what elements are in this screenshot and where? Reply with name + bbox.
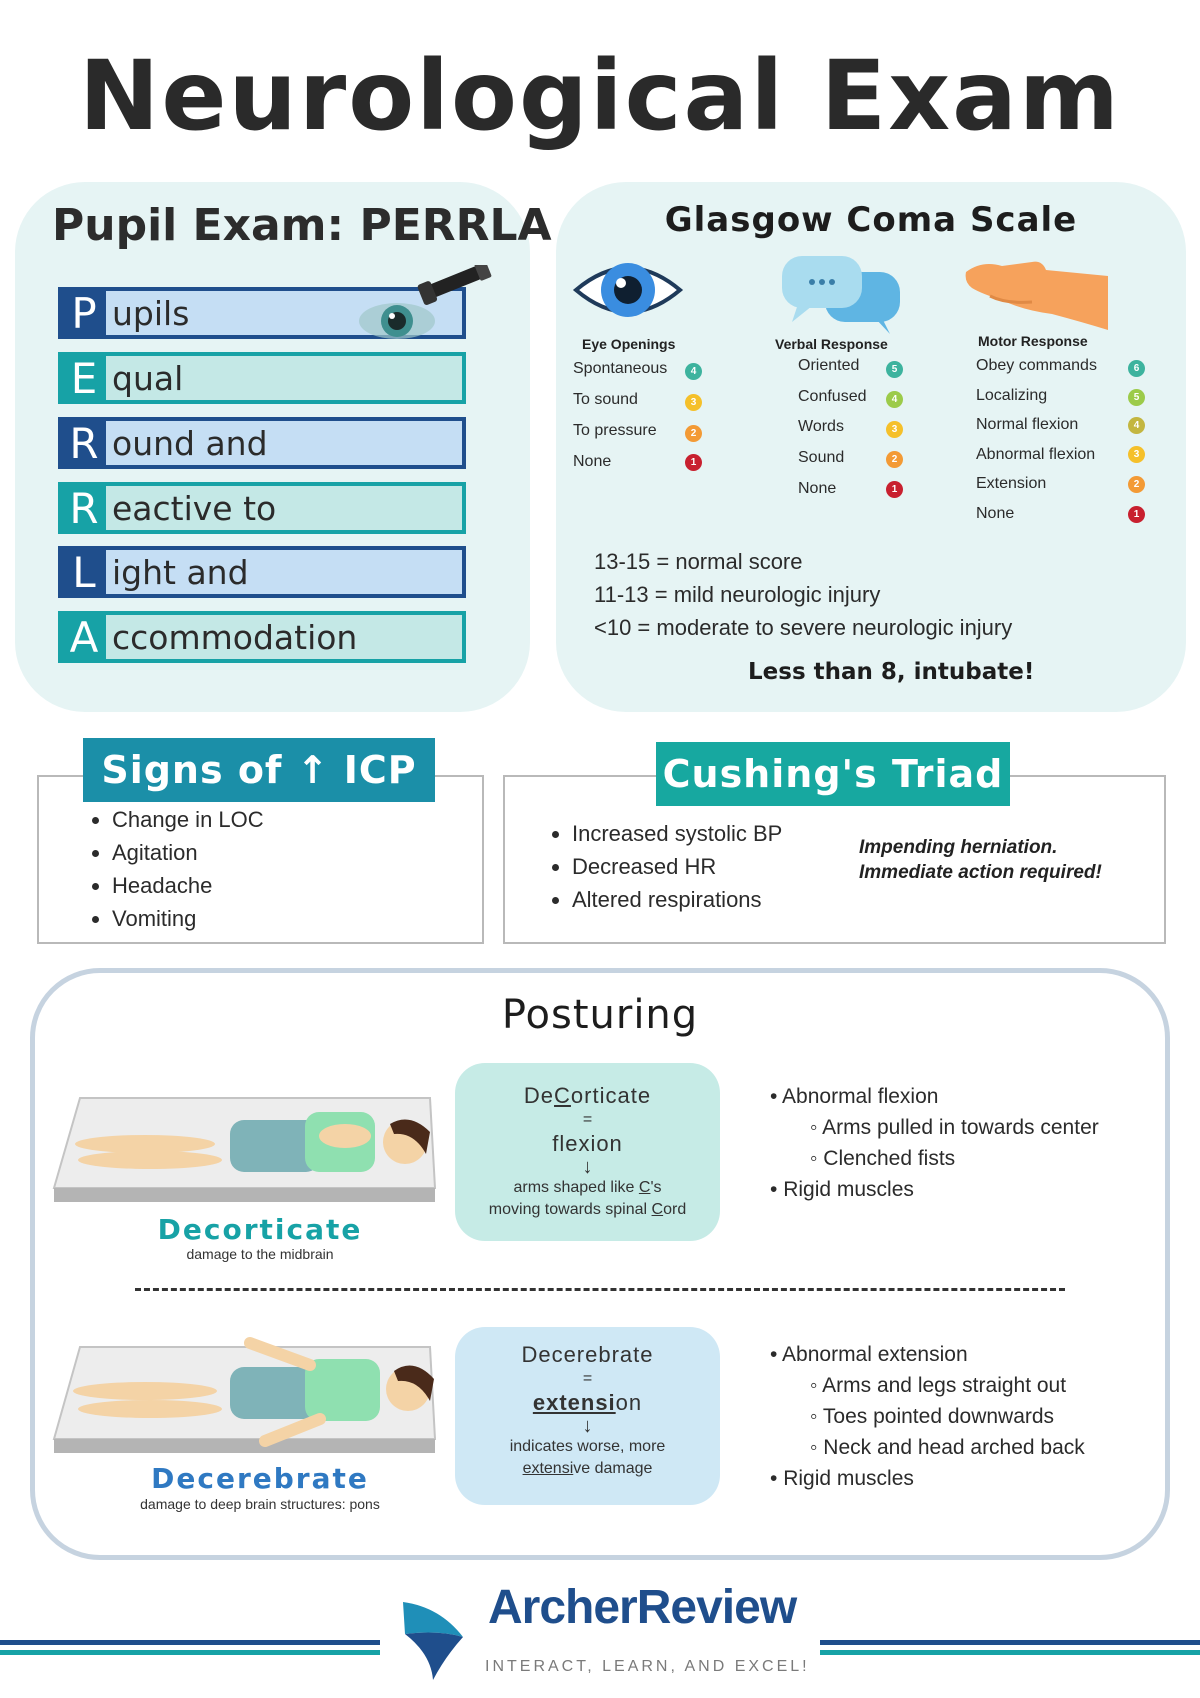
perrla-row — [58, 482, 466, 534]
eye-flashlight-icon — [355, 265, 505, 345]
list-item-text: Clenched fists — [823, 1147, 956, 1170]
score-badge: 1 — [1128, 506, 1145, 523]
list-item-text: Arms pulled in towards center — [822, 1116, 1099, 1139]
bubble-word — [455, 1390, 720, 1416]
list-item: ◦ Clenched fists — [810, 1147, 956, 1170]
list-item: ◦ Arms pulled in towards center — [810, 1116, 1099, 1139]
list-item: • Agitation — [112, 836, 264, 869]
list-item-text: Neck and head arched back — [823, 1436, 1085, 1459]
chat-bubbles-icon — [780, 250, 905, 335]
score-badge: 6 — [1128, 360, 1145, 377]
score-badge: 2 — [886, 451, 903, 468]
archer-logo-icon — [395, 1582, 475, 1682]
bubble-title-part: orticate — [570, 1083, 652, 1108]
bubble-title-part: De — [523, 1083, 555, 1108]
score-badge: 3 — [886, 421, 903, 438]
eye-icon — [572, 252, 684, 328]
bubble-note-part: ord — [663, 1201, 687, 1218]
footer-rule — [820, 1650, 1200, 1655]
list-item: • Increased systolic BP — [572, 817, 782, 850]
eye-openings-label: Eye Openings — [582, 336, 676, 352]
herniation-line: Immediate action required! — [859, 862, 1102, 883]
score-badge: 1 — [886, 481, 903, 498]
list-item: • Abnormal flexion — [770, 1085, 939, 1108]
gcs-eye-item: To sound — [573, 391, 638, 408]
herniation-note — [859, 835, 1102, 885]
perrla-letter: R — [62, 421, 106, 465]
bubble-title: Decerebrate — [521, 1342, 654, 1367]
footer-rule — [820, 1640, 1200, 1645]
perrla-letter: R — [62, 486, 106, 530]
gcs-verbal-item: Words — [798, 418, 844, 435]
list-item: • Abnormal extension — [770, 1343, 968, 1366]
gcs-eye-item: Spontaneous — [573, 360, 668, 377]
perrla-letter: P — [62, 291, 106, 335]
decorticate-list — [770, 1081, 1099, 1205]
divider — [135, 1288, 1065, 1291]
bubble-equals: = — [582, 1370, 593, 1387]
decorticate-figure-icon — [50, 1092, 440, 1208]
list-item: • Altered respirations — [572, 883, 782, 916]
decerebrate-list — [770, 1339, 1085, 1494]
icp-list — [82, 803, 264, 935]
score-badge: 2 — [685, 425, 702, 442]
list-item-text: Arms and legs straight out — [822, 1374, 1067, 1397]
gcs-eye-item: None — [573, 453, 612, 470]
footer-rule — [0, 1650, 380, 1655]
perrla-word: ccommodation — [112, 617, 358, 657]
score-badge: 1 — [685, 454, 702, 471]
gcs-motor-item: Abnormal flexion — [976, 446, 1096, 463]
gcs-verbal-item: Sound — [798, 449, 845, 466]
gcs-motor-item: Normal flexion — [976, 416, 1079, 433]
pupil-exam-heading: Pupil Exam: PERRLA — [52, 200, 552, 251]
down-arrow-icon: ↓ — [582, 1156, 593, 1178]
score-badge: 4 — [1128, 417, 1145, 434]
perrla-row — [58, 352, 466, 404]
perrla-word: eactive to — [112, 488, 277, 528]
gcs-verbal-item: None — [798, 480, 837, 497]
bubble-note-part: arms shaped like — [513, 1179, 639, 1196]
list-item: • Change in LOC — [112, 803, 264, 836]
perrla-word: upils — [112, 293, 190, 333]
hand-icon — [962, 252, 1112, 332]
footer-rule — [0, 1640, 380, 1645]
intubate-note: Less than 8, intubate! — [748, 659, 1035, 685]
icp-tab-prefix: Signs of — [101, 748, 283, 792]
gcs-score-range: <10 = moderate to severe neurologic injury — [594, 615, 1013, 640]
score-badge: 5 — [886, 361, 903, 378]
bubble-word: flexion — [552, 1131, 623, 1156]
list-item: • Rigid muscles — [770, 1178, 914, 1201]
perrla-row — [58, 611, 466, 663]
score-badge: 3 — [1128, 446, 1145, 463]
icp-tab — [83, 738, 435, 802]
bubble-note-part: ve damage — [573, 1460, 653, 1477]
bubble-note: indicates worse, more — [509, 1438, 666, 1455]
perrla-word: ound and — [112, 423, 268, 463]
score-badge: 2 — [1128, 476, 1145, 493]
gcs-verbal-item: Confused — [798, 388, 867, 405]
score-badge: 4 — [685, 363, 702, 380]
bubble-note — [455, 1458, 720, 1480]
gcs-verbal-item: Oriented — [798, 357, 860, 374]
score-badge: 4 — [886, 391, 903, 408]
perrla-letter: A — [62, 615, 106, 659]
verbal-response-label: Verbal Response — [775, 336, 888, 352]
decorticate-caption-sub: damage to the midbrain — [186, 1246, 334, 1262]
bubble-note-part: C — [638, 1179, 651, 1196]
bubble-note-part: 's — [650, 1179, 662, 1196]
bubble-equals: = — [582, 1111, 593, 1128]
bubble-note-part: moving towards spinal — [488, 1201, 652, 1218]
perrla-row — [58, 546, 466, 598]
decorticate-caption: Decorticate — [157, 1213, 363, 1246]
list-item-text: Rigid muscles — [783, 1178, 914, 1201]
list-item: • Decreased HR — [572, 850, 782, 883]
up-arrow-icon: ↑ — [296, 748, 330, 792]
bubble-title-part: C — [554, 1083, 571, 1108]
bubble-note-part: extensi — [522, 1460, 574, 1477]
perrla-letter: L — [62, 550, 106, 594]
list-item-text: Rigid muscles — [783, 1467, 914, 1490]
gcs-motor-item: None — [976, 505, 1015, 522]
perrla-word: ight and — [112, 552, 249, 592]
perrla-row — [58, 417, 466, 469]
brand-tagline: INTERACT, LEARN, AND EXCEL! — [485, 1658, 810, 1675]
bubble-note — [455, 1199, 720, 1221]
decerebrate-caption: Decerebrate — [151, 1462, 369, 1495]
score-badge: 5 — [1128, 389, 1145, 406]
brand-name: ArcherReview — [488, 1581, 797, 1634]
decerebrate-figure-icon — [50, 1335, 440, 1455]
gcs-motor-item: Localizing — [976, 387, 1048, 404]
gcs-score-range: 11-13 = mild neurologic injury — [594, 582, 881, 607]
gcs-heading: Glasgow Coma Scale — [664, 200, 1078, 240]
perrla-letter: E — [62, 356, 106, 400]
decorticate-bubble — [455, 1063, 720, 1241]
list-item-text: Abnormal flexion — [782, 1085, 939, 1108]
page-title: Neurological Exam — [79, 40, 1121, 152]
list-item: ◦ Arms and legs straight out — [810, 1374, 1067, 1397]
bubble-title — [455, 1083, 720, 1109]
bubble-note-part: C — [651, 1201, 664, 1218]
list-item: • Headache — [112, 869, 264, 902]
list-item: ◦ Toes pointed downwards — [810, 1405, 1055, 1428]
list-item: • Vomiting — [112, 902, 264, 935]
bubble-note — [455, 1177, 720, 1199]
list-item: • Rigid muscles — [770, 1467, 914, 1490]
gcs-eye-item: To pressure — [573, 422, 657, 439]
motor-response-label: Motor Response — [978, 333, 1088, 349]
herniation-line: Impending herniation. — [859, 837, 1058, 858]
perrla-word: qual — [112, 358, 184, 398]
bubble-word-part: on — [615, 1390, 643, 1415]
list-item-text: Toes pointed downwards — [822, 1405, 1055, 1428]
down-arrow-icon: ↓ — [582, 1415, 593, 1437]
gcs-score-range: 13-15 = normal score — [594, 549, 803, 574]
gcs-motor-item: Extension — [976, 475, 1047, 492]
list-item: ◦ Neck and head arched back — [810, 1436, 1085, 1459]
cushing-list — [542, 817, 782, 916]
decerebrate-caption-sub: damage to deep brain structures: pons — [140, 1496, 380, 1512]
gcs-motor-item: Obey commands — [976, 357, 1097, 374]
cushing-tab: Cushing's Triad — [656, 742, 1010, 806]
bubble-word-part: extensi — [532, 1390, 616, 1415]
decerebrate-bubble — [455, 1327, 720, 1505]
list-item-text: Abnormal extension — [782, 1343, 968, 1366]
score-badge: 3 — [685, 394, 702, 411]
posturing-heading: Posturing — [501, 992, 699, 1038]
icp-tab-suffix: ICP — [343, 748, 417, 792]
